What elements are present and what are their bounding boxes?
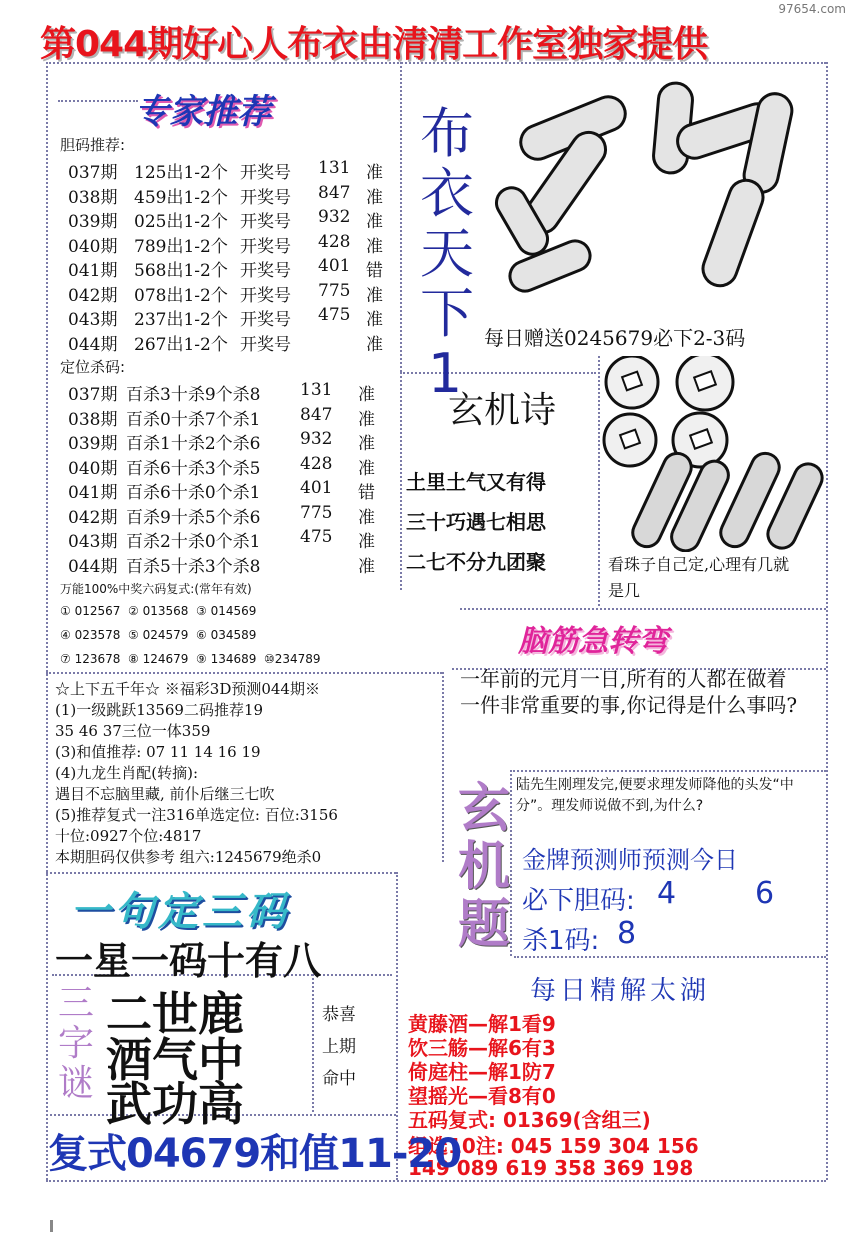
dan-label: 开奖号 <box>240 236 291 257</box>
kill-result: 准 <box>358 458 375 479</box>
buyi-char: 布 <box>420 102 474 165</box>
puzzle-char: 题 <box>458 895 511 955</box>
taihu-line: 149 089 619 358 369 198 <box>408 1156 694 1180</box>
congrats-line: 恭喜 <box>322 1005 356 1025</box>
dan-result: 准 <box>366 187 383 208</box>
combo-item: ② 013568 <box>128 604 189 618</box>
expert-title: 专家推荐 <box>135 92 271 132</box>
kill-num: 401 <box>300 478 333 498</box>
yiju-top-rule <box>46 872 396 874</box>
riddle-line: 武功高 <box>106 1077 244 1131</box>
info-line: 十位:0927个位:4817 <box>55 827 202 845</box>
dan-period: 040期 <box>68 236 118 257</box>
dan-label: 开奖号 <box>240 310 291 330</box>
kill-pick: 百杀0十杀7个杀1 <box>126 409 261 430</box>
puzzle-char: 机 <box>458 837 511 897</box>
kill-result: 准 <box>358 532 375 552</box>
puzzle-char: 玄 <box>458 779 511 839</box>
info-line: (4)九龙生肖配(转摘): <box>55 764 199 782</box>
congrats-line: 命中 <box>322 1069 356 1089</box>
kill-pick: 百杀1十杀2个杀6 <box>126 434 261 454</box>
dan-period: 042期 <box>68 285 118 306</box>
yiju-line: 一星一码十有八 <box>55 939 322 983</box>
riddle-label-char: 谜 <box>57 1063 94 1104</box>
combo-item: ⑦ 123678 <box>60 652 121 666</box>
kill-num: 131 <box>300 380 333 400</box>
riddle-line: 酒气中 <box>106 1033 244 1087</box>
combo-item: ④ 023578 <box>60 628 121 642</box>
riddle-label-char: 三 <box>57 983 94 1024</box>
kill-pick: 百杀3十杀9个杀8 <box>126 385 261 405</box>
info-top-rule <box>46 672 442 674</box>
dan-result: 准 <box>366 334 383 355</box>
dan-label: 开奖号 <box>240 212 291 232</box>
puzzle-question: 陆先生刚理发完,便要求理发师降他的头发“中分”。理发师说做不到,为什么? <box>516 777 794 814</box>
brain-teaser-title: 脑筋急转弯 <box>518 624 668 659</box>
kill-result: 准 <box>358 434 375 454</box>
combo-item: ⑤ 024579 <box>128 628 189 642</box>
right-border <box>826 62 828 1180</box>
kill-num: 847 <box>300 404 333 425</box>
dan-pick: 459出1-2个 <box>134 187 228 208</box>
expert-rule-left <box>58 100 138 102</box>
dan-result: 准 <box>366 212 383 232</box>
dan-num: 775 <box>318 280 351 301</box>
kill-result: 错 <box>358 483 375 503</box>
dan-period: 038期 <box>68 187 118 208</box>
combo-item: ① 012567 <box>60 604 121 618</box>
dan-label: 开奖号 <box>240 187 291 208</box>
dan-period: 041期 <box>68 261 118 281</box>
kill-pick: 百杀5十杀3个杀8 <box>126 556 261 577</box>
dan-result: 准 <box>366 236 383 257</box>
dan-label: 开奖号 <box>240 163 291 183</box>
bottom-border <box>46 1180 826 1182</box>
dan-num: 932 <box>318 207 351 227</box>
poem-line: 土里土气又有得 <box>406 470 546 494</box>
dan-result: 错 <box>366 261 383 281</box>
kill-result: 准 <box>358 385 375 405</box>
riddle-line: 二世鹿 <box>106 987 244 1041</box>
dan-label: 胆码推荐: <box>60 136 126 154</box>
combo-item: ⑥ 034589 <box>196 628 257 642</box>
puzzle-top-rule <box>510 770 826 772</box>
dan-num: 428 <box>318 231 351 252</box>
congrats-line: 上期 <box>322 1037 356 1057</box>
fushi-line: 复式04679和值11-20 <box>48 1131 462 1177</box>
must-label: 必下胆码: <box>522 886 635 916</box>
info-line: (3)和值推荐: 07 11 14 16 19 <box>55 743 261 761</box>
dan-period: 039期 <box>68 212 118 232</box>
kill-period: 040期 <box>68 458 118 479</box>
coin-bead-picture <box>600 356 826 552</box>
combo-item: ⑨ 134689 <box>196 652 257 666</box>
taihu-line: 望摇光—看8有0 <box>408 1084 556 1108</box>
buyi-char: 衣 <box>420 162 474 225</box>
combo-item: ③ 014569 <box>196 604 257 618</box>
dan-label: 开奖号 <box>240 334 291 355</box>
dan-result: 准 <box>366 163 383 183</box>
bead-hint: 看珠子自己定,心理有几就是几 <box>608 555 790 600</box>
info-line: ☆上下五千年☆ ※福彩3D预测044期※ <box>55 680 320 698</box>
gold-predictor-title: 金牌预测师预测今日 <box>522 846 738 874</box>
kill-one-label: 杀1码: <box>522 926 600 956</box>
brain-teaser-question: 一年前的元月一日,所有的人都在做着一件非常重要的事,你记得是什么事吗? <box>460 667 798 717</box>
kill-pick: 百杀2十杀0个杀1 <box>126 532 261 552</box>
dan-num: 475 <box>318 305 351 325</box>
left-border <box>46 62 48 1180</box>
buyi-char: 1 <box>427 342 463 405</box>
dan-num: 131 <box>318 158 351 178</box>
kill-result: 准 <box>358 507 375 528</box>
buyi-vertical-title <box>420 102 474 405</box>
dan-period: 043期 <box>68 310 118 330</box>
info-right-rule <box>442 672 444 862</box>
kill-period: 043期 <box>68 532 118 552</box>
dan-pick: 125出1-2个 <box>134 163 228 183</box>
taihu-line: 黄藤酒—解1看9 <box>408 1012 556 1036</box>
dan-label: 开奖号 <box>240 261 291 281</box>
headline: 第044期好心人布衣由清清工作室独家提供 <box>40 24 708 65</box>
dan-pick: 789出1-2个 <box>134 236 228 257</box>
dan-num: 847 <box>318 182 351 203</box>
kill-num: 932 <box>300 429 333 449</box>
kill-period: 041期 <box>68 483 118 503</box>
combo-item: ⑧ 124679 <box>128 652 189 666</box>
dan-pick: 078出1-2个 <box>134 285 228 306</box>
kill-pick: 百杀9十杀5个杀6 <box>126 507 261 528</box>
poem-title: 玄机诗 <box>448 390 557 431</box>
kill-result: 准 <box>358 409 375 430</box>
buyi-char: 天 <box>420 222 474 285</box>
congrats-left-rule <box>312 974 314 1112</box>
kill-period: 038期 <box>68 409 118 430</box>
poem-left-rule <box>400 372 402 590</box>
taihu-line: 倚庭柱—解1防7 <box>408 1060 556 1084</box>
kill-one-number: 8 <box>617 916 637 951</box>
riddle-label-char: 字 <box>57 1023 94 1064</box>
kill-num: 775 <box>300 502 333 523</box>
kill-period: 037期 <box>68 385 118 405</box>
poem-line: 三十巧遇七相思 <box>406 510 546 534</box>
info-line: 35 46 37三位一体359 <box>55 722 211 740</box>
dan-pick: 568出1-2个 <box>134 261 228 281</box>
daily-gift: 每日赠送0245679必下2-3码 <box>484 326 746 350</box>
dan-period: 044期 <box>68 334 118 355</box>
dan-pick: 237出1-2个 <box>134 310 228 330</box>
puzzle-title <box>458 780 510 954</box>
combo-title: 万能100%中奖六码复式:(常年有效) <box>60 582 252 596</box>
kill-num: 428 <box>300 453 333 474</box>
dan-pick: 267出1-2个 <box>134 334 228 355</box>
taihu-title: 每日精解太湖 <box>530 976 711 1006</box>
must-number: 6 <box>755 876 775 911</box>
dan-num: 401 <box>318 256 351 276</box>
kill-result: 准 <box>358 556 375 577</box>
taihu-line: 饮三觞—解6有3 <box>408 1036 556 1060</box>
must-number: 4 <box>657 876 677 911</box>
kill-pick: 百杀6十杀0个杀1 <box>126 483 261 503</box>
riddle-label <box>56 984 96 1104</box>
puzzle-left-rule <box>510 770 512 956</box>
taihu-line: 五码复式: 01369(含组三) <box>408 1108 651 1132</box>
info-line: (5)推荐复式一注316单选定位: 百位:3156 <box>55 806 338 824</box>
kill-period: 044期 <box>68 556 118 577</box>
page-edge-mark <box>50 1220 53 1232</box>
kill-period: 042期 <box>68 507 118 528</box>
dan-result: 准 <box>366 285 383 306</box>
buyi-char: 下 <box>420 282 474 345</box>
bead-27-picture <box>478 66 818 316</box>
info-line: 遇目不忘脑里藏, 前仆后继三七吹 <box>55 785 275 803</box>
watermark: 97654.com <box>778 2 846 16</box>
center-divider-top <box>400 62 402 372</box>
kill-label: 定位杀码: <box>60 358 126 376</box>
info-line: (1)一级跳跃13569二码推荐19 <box>55 701 264 719</box>
info-line: 本期胆码仅供参考 组六:1245679绝杀0 <box>55 848 322 866</box>
brain-top-rule <box>460 608 826 610</box>
kill-pick: 百杀6十杀3个杀5 <box>126 458 261 479</box>
dan-pick: 025出1-2个 <box>134 212 228 232</box>
taihu-line: 组选10注: 045 159 304 156 <box>408 1134 699 1158</box>
dan-result: 准 <box>366 310 383 330</box>
dan-period: 037期 <box>68 163 118 183</box>
kill-num: 475 <box>300 527 333 547</box>
kill-period: 039期 <box>68 434 118 454</box>
poem-line: 二七不分九团聚 <box>406 550 546 574</box>
dan-label: 开奖号 <box>240 285 291 306</box>
combo-item: ⑩234789 <box>264 652 321 666</box>
yiju-title: 一句定三码 <box>70 889 290 935</box>
